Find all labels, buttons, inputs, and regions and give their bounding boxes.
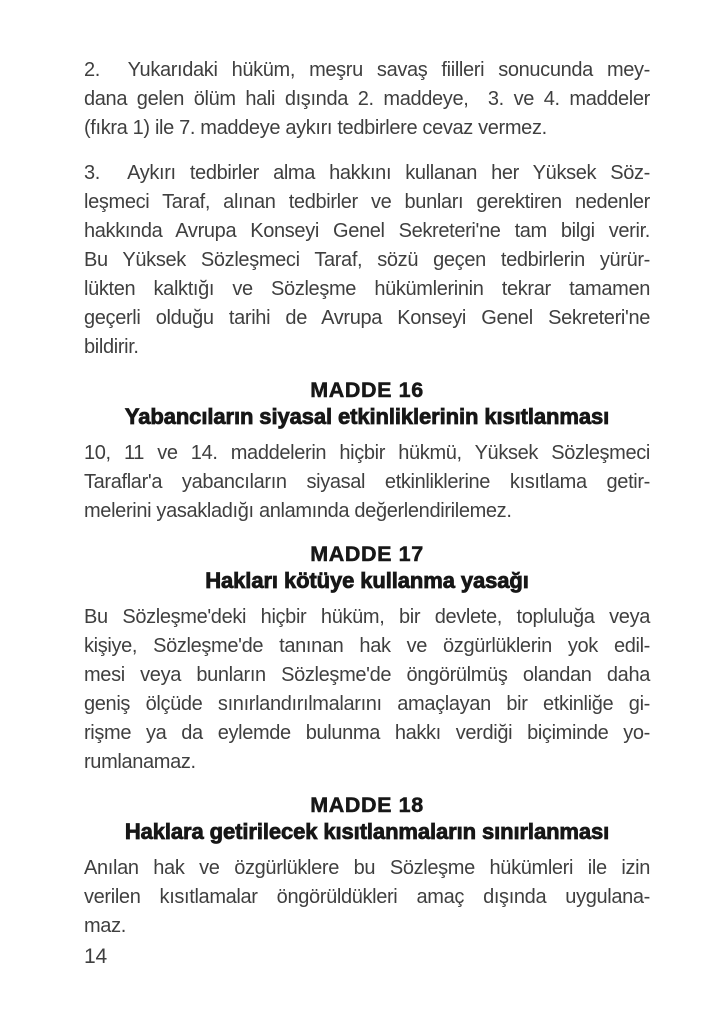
article-16-subtitle: Yabancıların siyasal etkinliklerinin kısıtlanması bbox=[124, 404, 610, 429]
article-18-paragraph bbox=[84, 854, 650, 941]
article-18-subtitle: Haklara getirilecek kısıtlanmaların sınırlanması bbox=[124, 819, 610, 844]
article-17-subtitle: Hakları kötüye kullanma yasağı bbox=[205, 568, 529, 593]
text-line: 3. Aykırı tedbirler alma hakkını kullanan her Yüksek Söz- bbox=[84, 162, 650, 184]
text-line: rişme ya da eylemde bulunma hakkı verdiği biçiminde yo- bbox=[84, 722, 650, 744]
text-line: mesi veya bunların Sözleşme'de öngörülmüş olandan daha bbox=[84, 664, 650, 686]
text-line: geçerli olduğu tarihi de Avrupa Konseyi Genel Sekreteri'ne bbox=[84, 307, 650, 329]
text-line: Anılan hak ve özgürlüklere bu Sözleşme hükümleri ile izin bbox=[84, 857, 650, 879]
text-line: dana gelen ölüm hali dışında 2. maddeye, 3. ve 4. maddeler bbox=[84, 88, 650, 110]
text-line: Bu Yüksek Sözleşmeci Taraf, sözü geçen tedbirlerin yürür- bbox=[84, 249, 650, 271]
paragraph-clause-2 bbox=[84, 56, 650, 143]
text-line: geniş ölçüde sınırlandırılmalarını amaçlayan bir etkinliğe gi- bbox=[84, 693, 650, 715]
text-line: kişiye, Sözleşme'de tanınan hak ve özgürlüklerin yok edil- bbox=[84, 635, 650, 657]
text-line: 2. Yukarıdaki hüküm, meşru savaş fiilleri sonucunda mey- bbox=[84, 59, 650, 81]
article-17-paragraph bbox=[84, 603, 650, 777]
article-16-paragraph bbox=[84, 439, 650, 526]
text-line: melerini yasakladığı anlamında değerlendirilemez. bbox=[84, 500, 512, 522]
article-16-heading: MADDE 16 bbox=[310, 378, 424, 402]
text-line: Bu Sözleşme'deki hiçbir hüküm, bir devlete, topluluğa veya bbox=[84, 606, 650, 628]
text-line: leşmeci Taraf, alınan tedbirler ve bunları gerektiren nedenler bbox=[84, 191, 650, 213]
text-line: 10, 11 ve 14. maddelerin hiçbir hükmü, Yüksek Sözleşmeci bbox=[84, 442, 650, 464]
text-line: (fıkra 1) ile 7. maddeye aykırı tedbirlere cevaz vermez. bbox=[84, 117, 547, 139]
text-line: lükten kalktığı ve Sözleşme hükümlerinin tekrar tamamen bbox=[84, 278, 650, 300]
article-17 bbox=[84, 542, 650, 777]
text-line: verilen kısıtlamalar öngörüldükleri amaç dışında uygulana- bbox=[84, 886, 650, 908]
article-16 bbox=[84, 378, 650, 526]
text-line: maz. bbox=[84, 915, 126, 937]
text-line: hakkında Avrupa Konseyi Genel Sekreteri'ne tam bilgi verir. bbox=[84, 220, 650, 242]
page-number: 14 bbox=[84, 945, 107, 968]
paragraph-clause-3 bbox=[84, 159, 650, 362]
article-18 bbox=[84, 793, 650, 941]
article-17-heading: MADDE 17 bbox=[310, 542, 424, 566]
text-line: Taraflar'a yabancıların siyasal etkinliklerine kısıtlama getir- bbox=[84, 471, 650, 493]
text-line: rumlanamaz. bbox=[84, 751, 196, 773]
text-line: bildirir. bbox=[84, 336, 139, 358]
article-18-heading: MADDE 18 bbox=[310, 793, 424, 817]
